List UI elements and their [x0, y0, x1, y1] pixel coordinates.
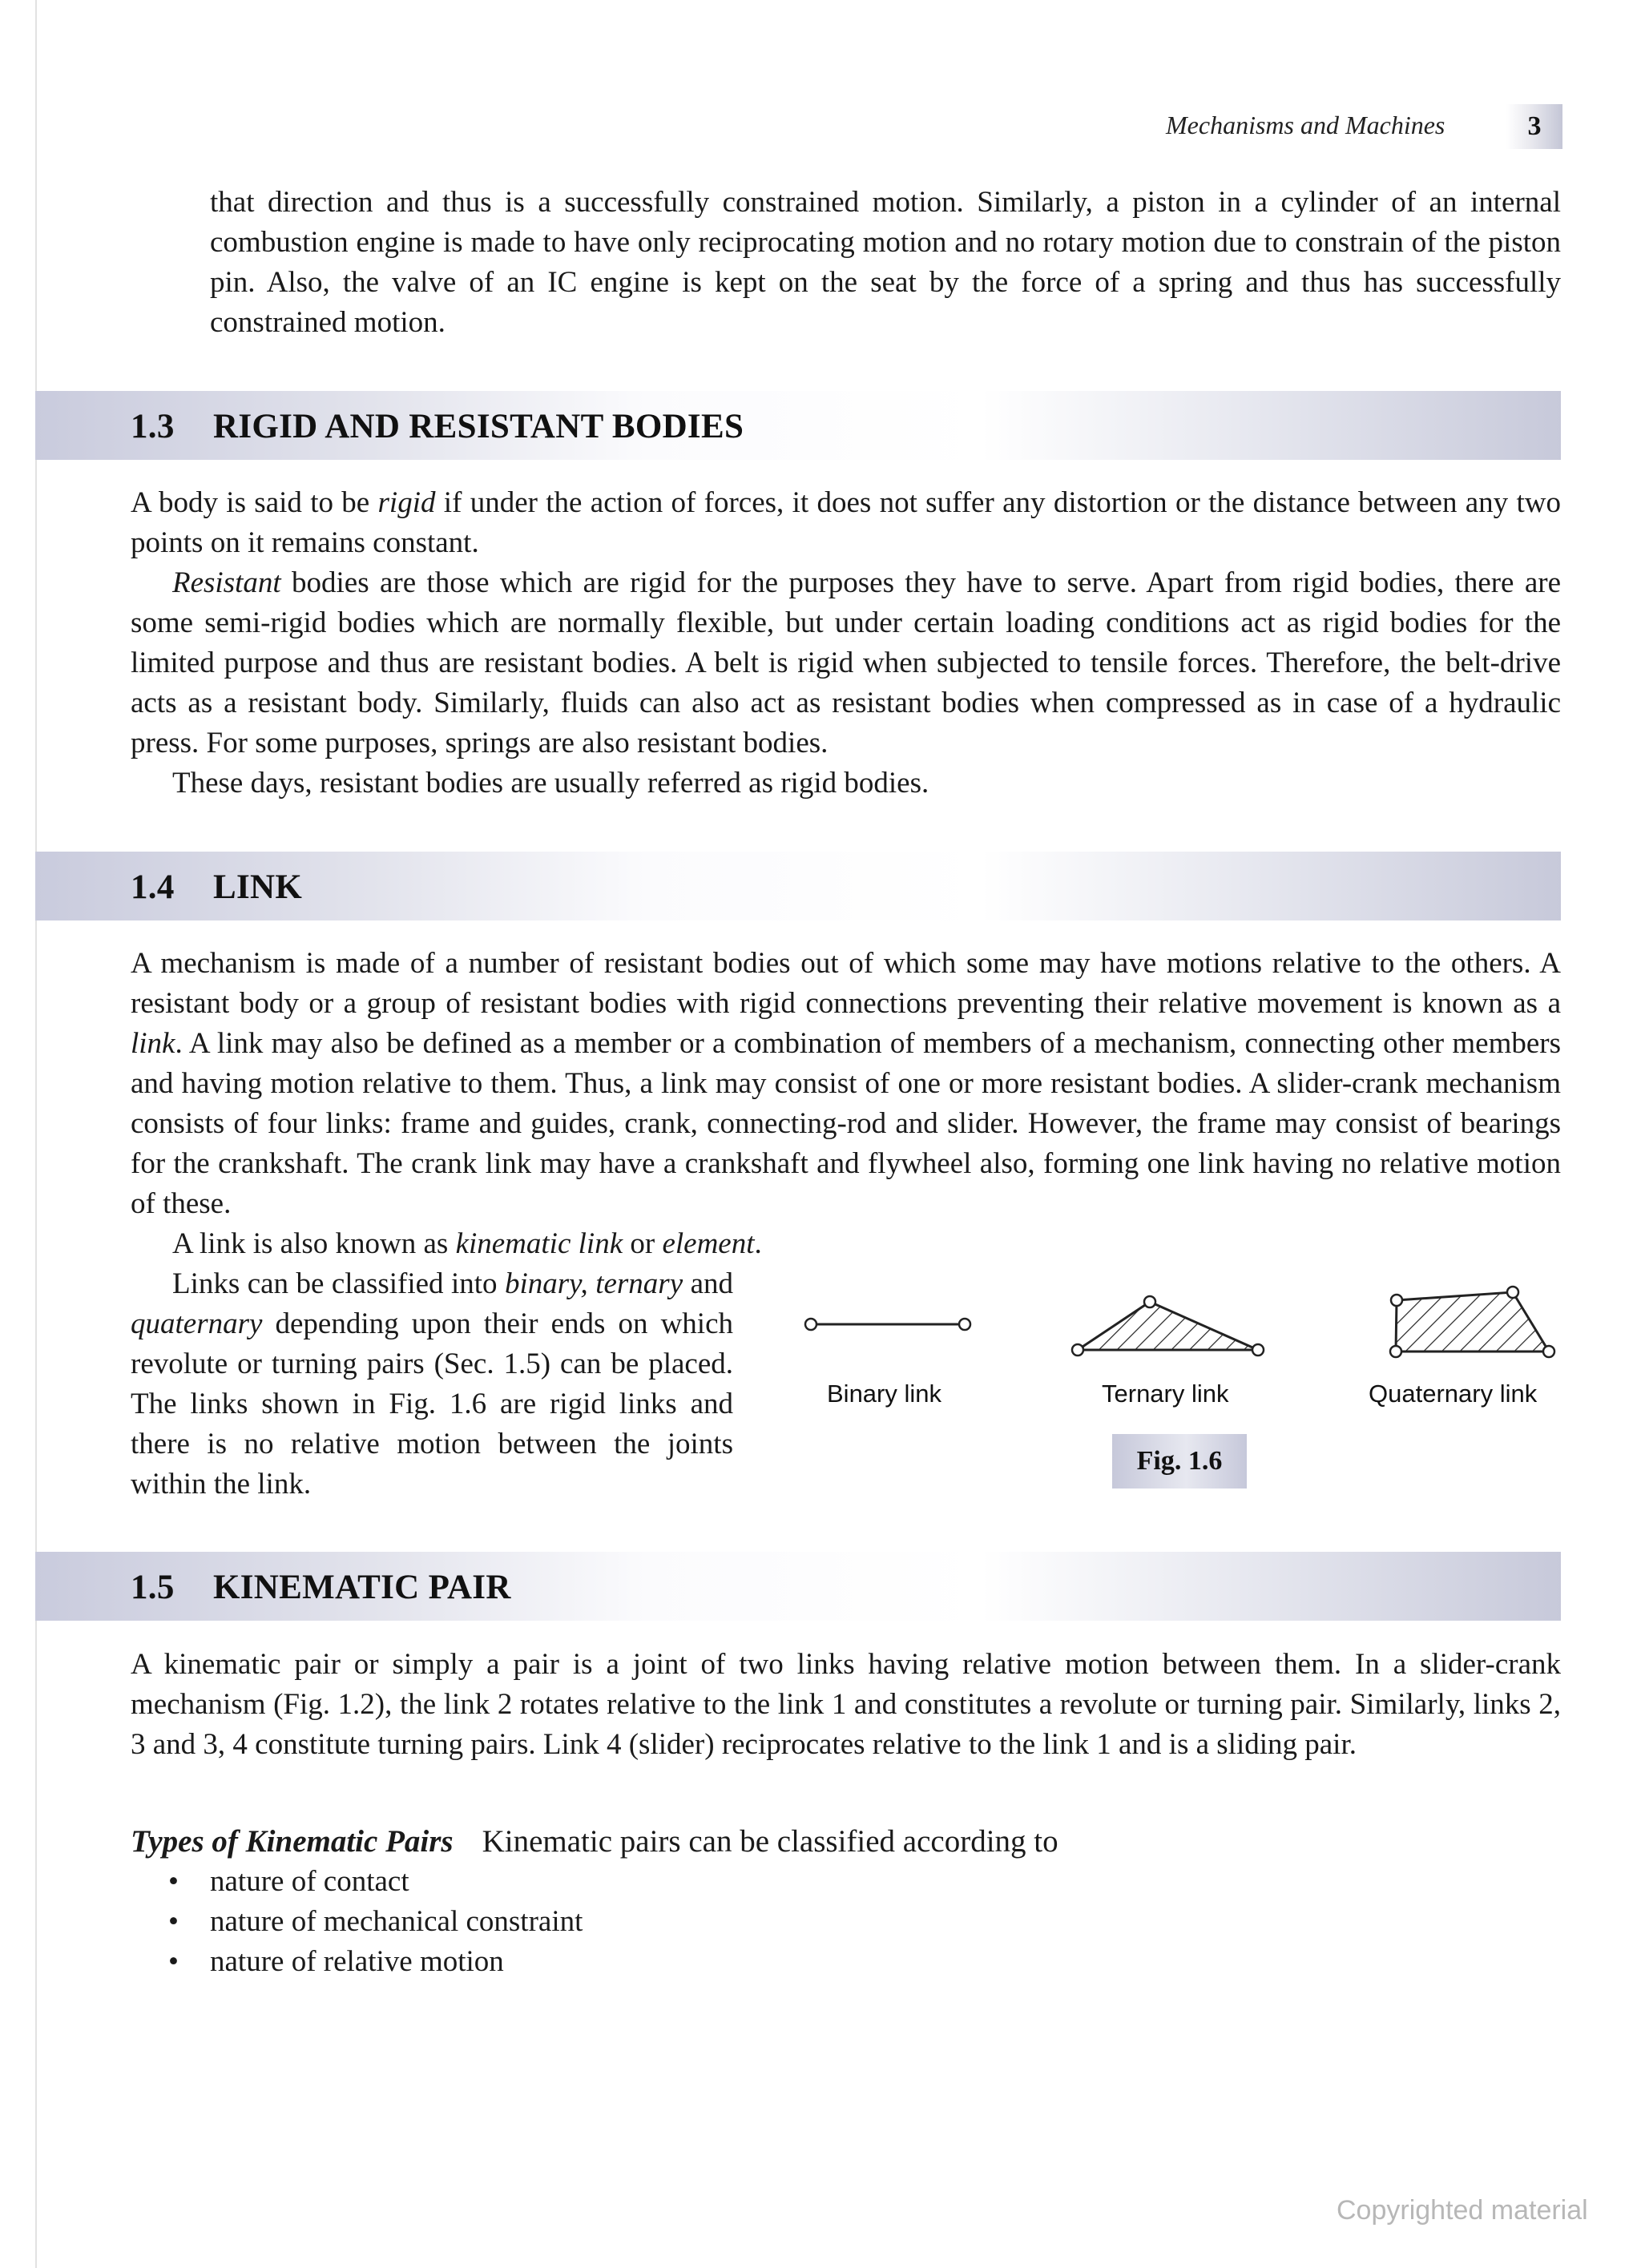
list-item: • nature of relative motion	[168, 1942, 583, 1982]
list-item: • nature of contact	[168, 1862, 583, 1902]
section-title: LINK	[213, 868, 303, 906]
section-1-4-heading	[131, 868, 302, 907]
text-run: A mechanism is made of a number of resistant bodies out of which some may have motions relative to the others. A resistant body or a group of resistant bodies with rigid connections preventing their relative movement is known as a	[131, 947, 1561, 1020]
types-heading: Types of Kinematic Pairs	[131, 1824, 454, 1859]
term-link: link	[131, 1027, 175, 1060]
text-run: A link is also known as	[172, 1227, 456, 1260]
section-number: 1.4	[131, 868, 175, 906]
text-run: A body is said to be	[131, 486, 378, 519]
term-binary-ternary: binary, ternary	[504, 1267, 683, 1300]
term-resistant: Resistant	[172, 566, 281, 599]
text-run: bodies are those which are rigid for the purposes they have to serve. Apart from rigid bodies, there are some semi-rigid bodies which are normally flexible, but under certain loading conditions act as rigid bodies for the limited purpose and thus are resistant bodies. A belt is rigid when subjected to tensile forces. Therefore, the belt-drive acts as a resistant body. Similarly, fluids can also act as resistant bodies when compressed as in case of a hydraulic press. For some purposes, springs are also resistant bodies.	[131, 566, 1561, 759]
fig-1-6-drawings	[753, 1278, 1566, 1374]
link-classification-paragraph	[131, 1264, 733, 1505]
rigid-bodies-note: These days, resistant bodies are usually referred as rigid bodies.	[172, 767, 929, 800]
quaternary-link-drawing	[1390, 1287, 1554, 1357]
binary-link-drawing	[805, 1319, 970, 1330]
section-1-3-heading	[131, 407, 744, 446]
intro-paragraph: that direction and thus is a successfully constrained motion. Similarly, a piston in a cylinder of an internal combustion engine is made to have only reciprocating motion and no rotary motion due to constrain of the piston pin. Also, the valve of an IC engine is kept on the seat by the force of a spring and thus has successfully constrained motion.	[210, 186, 1561, 339]
section-number: 1.3	[131, 408, 175, 445]
term-element: element	[662, 1227, 755, 1260]
page-edge-rule	[35, 0, 37, 2268]
page-number: 3	[1506, 104, 1562, 149]
running-header-title: Mechanisms and Machines	[1166, 111, 1445, 139]
binary-link-caption: Binary link	[827, 1380, 941, 1408]
types-intro: Kinematic pairs can be classified according to	[482, 1824, 1058, 1859]
section-number: 1.5	[131, 1569, 175, 1606]
section-title: KINEMATIC PAIR	[213, 1569, 511, 1606]
copyright-watermark: Copyrighted material	[1337, 2195, 1588, 2226]
text-run: .	[754, 1227, 762, 1260]
list-item: • nature of mechanical constraint	[168, 1902, 583, 1942]
resistant-paragraph	[131, 563, 1561, 763]
text-run: and	[683, 1267, 733, 1300]
section-1-5-heading	[131, 1568, 511, 1607]
pair-classification-list	[168, 1862, 583, 1982]
section-title: RIGID AND RESISTANT BODIES	[213, 408, 744, 445]
text-run: Links can be classified into	[172, 1267, 505, 1300]
text-run: . A link may also be defined as a member or a combination of members of a mechanism, connecting other members and having motion relative to them. Thus, a link may consist of one or more resistant bodies. A slider-crank mechanism consists of four links: frame and guides, crank, connecting-rod and slider. However, the frame may consist of bearings for the crankshaft. The crank link may have a crankshaft and flywheel also, forming one link having no relative motion of these.	[131, 1027, 1561, 1220]
quaternary-link-caption: Quaternary link	[1369, 1380, 1538, 1408]
kinematic-link-paragraph	[131, 1224, 1561, 1264]
ternary-link-drawing	[1072, 1296, 1264, 1356]
term-quaternary: quaternary	[131, 1307, 263, 1340]
ternary-link-caption: Ternary link	[1102, 1380, 1229, 1408]
term-kinematic-link: kinematic link	[455, 1227, 623, 1260]
figure-label: Fig. 1.6	[1112, 1434, 1247, 1489]
link-definition-paragraph	[131, 944, 1561, 1224]
term-rigid: rigid	[377, 486, 436, 519]
types-of-kinematic-pairs-line	[131, 1822, 1561, 1862]
text-run: depending upon their ends on which revolute or turning pairs (Sec. 1.5) can be placed. The links shown in Fig. 1.6 are rigid links and there is no relative motion between the joints within the link.	[131, 1307, 733, 1501]
text-run: or	[623, 1227, 663, 1260]
kinematic-pair-paragraph: A kinematic pair or simply a pair is a joint of two links having relative motion between them. In a slider-crank mechanism (Fig. 1.2), the link 2 rotates relative to the link 1 and constitutes a revolute or turning pair. Similarly, links 2, 3 and 3, 4 constitute turning pairs. Link 4 (slider) reciprocates relative to the link 1 and is a sliding pair.	[131, 1648, 1561, 1761]
rigid-definition-paragraph	[131, 483, 1561, 563]
text-run: if under the action of forces, it does not suffer any distortion or the distance between any two points on it remains constant.	[131, 486, 1561, 559]
